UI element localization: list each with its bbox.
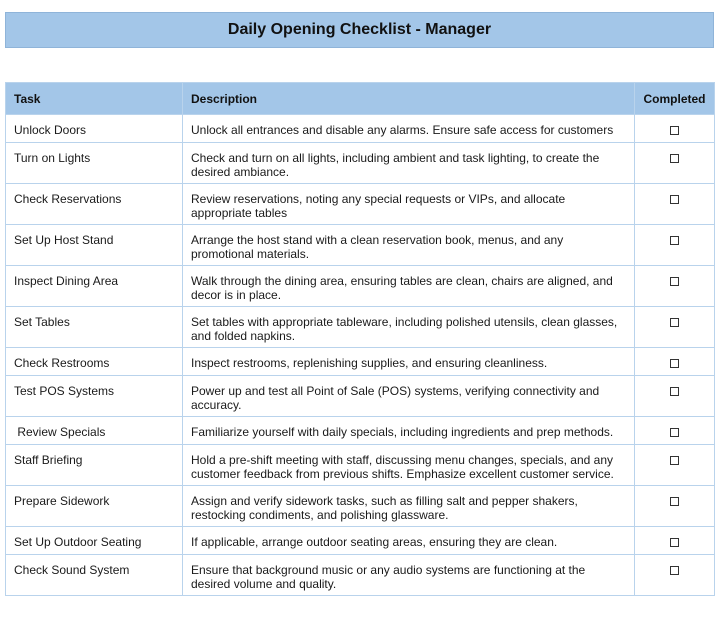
table-row (6, 417, 715, 445)
description-cell: Hold a pre-shift meeting with staff, discussing menu changes, specials, and any customer feedback from previous shifts. Emphasize excellent customer service. (183, 445, 635, 486)
table-row (6, 307, 715, 348)
completed-checkbox[interactable] (670, 126, 679, 135)
description-cell: Unlock all entrances and disable any alarms. Ensure safe access for customers (183, 115, 635, 143)
table-row (6, 348, 715, 376)
column-header-task: Task (6, 83, 183, 115)
table-row (6, 143, 715, 184)
completed-checkbox[interactable] (670, 497, 679, 506)
completed-cell (635, 348, 715, 376)
title-bar (5, 12, 714, 48)
table-row (6, 184, 715, 225)
completed-cell (635, 417, 715, 445)
table-row (6, 486, 715, 527)
completed-checkbox[interactable] (670, 277, 679, 286)
header-row (6, 83, 715, 115)
table-row (6, 266, 715, 307)
checklist-table (5, 82, 715, 596)
description-cell: Power up and test all Point of Sale (POS) systems, verifying connectivity and accuracy. (183, 376, 635, 417)
description-cell: Set tables with appropriate tableware, including polished utensils, clean glasses, and folded napkins. (183, 307, 635, 348)
task-cell: Check Sound System (6, 555, 183, 596)
table-row (6, 527, 715, 555)
completed-checkbox[interactable] (670, 566, 679, 575)
table-row (6, 225, 715, 266)
description-cell: Assign and verify sidework tasks, such as filling salt and pepper shakers, restocking condiments, and polishing glassware. (183, 486, 635, 527)
task-cell: Prepare Sidework (6, 486, 183, 527)
description-cell: Ensure that background music or any audio systems are functioning at the desired volume and quality. (183, 555, 635, 596)
description-cell: Arrange the host stand with a clean reservation book, menus, and any promotional materials. (183, 225, 635, 266)
completed-cell (635, 266, 715, 307)
completed-checkbox[interactable] (670, 456, 679, 465)
completed-checkbox[interactable] (670, 387, 679, 396)
task-cell: Inspect Dining Area (6, 266, 183, 307)
completed-cell (635, 445, 715, 486)
task-cell: Set Tables (6, 307, 183, 348)
completed-cell (635, 115, 715, 143)
completed-cell (635, 225, 715, 266)
completed-cell (635, 527, 715, 555)
completed-checkbox[interactable] (670, 538, 679, 547)
table-row (6, 555, 715, 596)
task-cell: Staff Briefing (6, 445, 183, 486)
completed-cell (635, 376, 715, 417)
page-title: Daily Opening Checklist - Manager (227, 21, 492, 38)
completed-cell (635, 555, 715, 596)
completed-checkbox[interactable] (670, 428, 679, 437)
task-cell: Check Restrooms (6, 348, 183, 376)
description-cell: Familiarize yourself with daily specials, including ingredients and prep methods. (183, 417, 635, 445)
completed-checkbox[interactable] (670, 359, 679, 368)
task-cell: Set Up Outdoor Seating (6, 527, 183, 555)
completed-cell (635, 184, 715, 225)
description-cell: Walk through the dining area, ensuring tables are clean, chairs are aligned, and decor is in place. (183, 266, 635, 307)
description-cell: Review reservations, noting any special requests or VIPs, and allocate appropriate tables (183, 184, 635, 225)
completed-checkbox[interactable] (670, 195, 679, 204)
description-cell: Inspect restrooms, replenishing supplies, and ensuring cleanliness. (183, 348, 635, 376)
task-cell: Set Up Host Stand (6, 225, 183, 266)
task-cell: Check Reservations (6, 184, 183, 225)
description-cell: If applicable, arrange outdoor seating areas, ensuring they are clean. (183, 527, 635, 555)
table-row (6, 115, 715, 143)
completed-checkbox[interactable] (670, 154, 679, 163)
task-cell: Review Specials (6, 417, 183, 445)
table-row (6, 376, 715, 417)
completed-checkbox[interactable] (670, 236, 679, 245)
table-row (6, 445, 715, 486)
task-cell: Turn on Lights (6, 143, 183, 184)
column-header-completed: Completed (635, 83, 715, 115)
column-header-description: Description (183, 83, 635, 115)
task-cell: Unlock Doors (6, 115, 183, 143)
completed-cell (635, 307, 715, 348)
task-cell: Test POS Systems (6, 376, 183, 417)
description-cell: Check and turn on all lights, including ambient and task lighting, to create the desired ambiance. (183, 143, 635, 184)
completed-cell (635, 143, 715, 184)
completed-cell (635, 486, 715, 527)
completed-checkbox[interactable] (670, 318, 679, 327)
